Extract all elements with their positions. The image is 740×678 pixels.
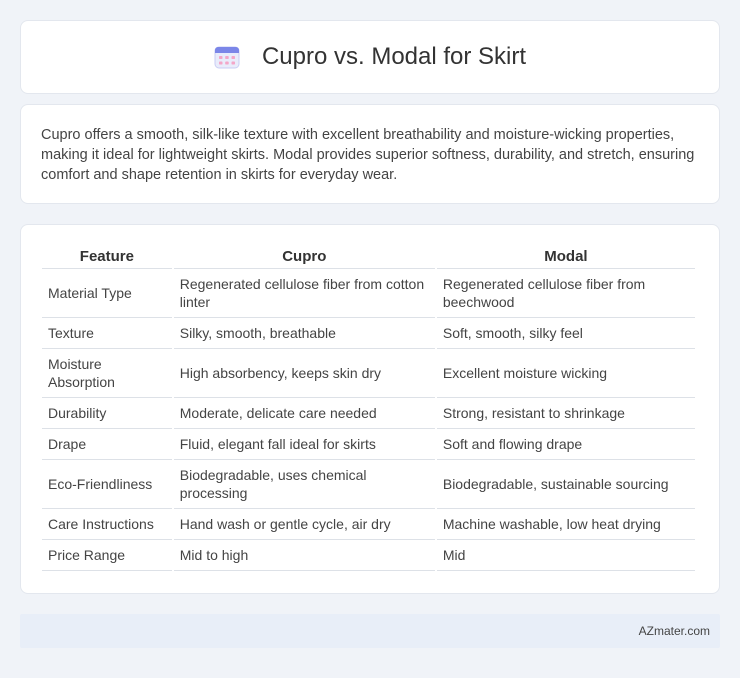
modal-cell: Machine washable, low heat drying [437, 509, 695, 540]
comparison-card [20, 224, 720, 594]
footer-credit[interactable]: AZmater.com [638, 624, 710, 638]
header-cupro: Cupro [174, 247, 435, 269]
feature-cell: Durability [42, 398, 172, 429]
modal-cell: Strong, resistant to shrinkage [437, 398, 695, 429]
feature-cell: Eco-Friendliness [42, 460, 172, 509]
modal-cell: Soft and flowing drape [437, 429, 695, 460]
calendar-icon [214, 45, 240, 69]
table-row [42, 429, 695, 460]
modal-cell: Biodegradable, sustainable sourcing [437, 460, 695, 509]
feature-cell: Price Range [42, 540, 172, 571]
comparison-table [40, 247, 697, 571]
modal-cell: Excellent moisture wicking [437, 349, 695, 398]
table-row [42, 460, 695, 509]
table-row [42, 318, 695, 349]
feature-cell: Moisture Absorption [42, 349, 172, 398]
feature-cell: Drape [42, 429, 172, 460]
page-title: Cupro vs. Modal for Skirt [261, 43, 527, 70]
cupro-cell: Regenerated cellulose fiber from cotton linter [174, 269, 435, 318]
cupro-cell: Mid to high [174, 540, 435, 571]
cupro-cell: Fluid, elegant fall ideal for skirts [174, 429, 435, 460]
table-row [42, 398, 695, 429]
table-row [42, 349, 695, 398]
modal-cell: Soft, smooth, silky feel [437, 318, 695, 349]
feature-cell: Texture [42, 318, 172, 349]
cupro-cell: High absorbency, keeps skin dry [174, 349, 435, 398]
table-row [42, 269, 695, 318]
header-feature: Feature [42, 247, 172, 269]
footer [20, 614, 720, 648]
modal-cell: Regenerated cellulose fiber from beechwood [437, 269, 695, 318]
table-row [42, 540, 695, 571]
cupro-cell: Silky, smooth, breathable [174, 318, 435, 349]
table-header-row [42, 247, 695, 269]
feature-cell: Care Instructions [42, 509, 172, 540]
summary-card [20, 104, 720, 204]
title-wrap [214, 43, 526, 71]
feature-cell: Material Type [42, 269, 172, 318]
cupro-cell: Hand wash or gentle cycle, air dry [174, 509, 435, 540]
cupro-cell: Biodegradable, uses chemical processing [174, 460, 435, 509]
modal-cell: Mid [437, 540, 695, 571]
title-card [20, 20, 720, 94]
cupro-cell: Moderate, delicate care needed [174, 398, 435, 429]
table-row [42, 509, 695, 540]
summary-text: Cupro offers a smooth, silk-like texture with excellent breathability and moisture-wicking properties, making it ideal for lightweight skirts. Modal provides superior softness, durability, and stretch, ensuring comfort and shape retention in skirts for everyday wear. [41, 127, 695, 183]
header-modal: Modal [437, 247, 695, 269]
